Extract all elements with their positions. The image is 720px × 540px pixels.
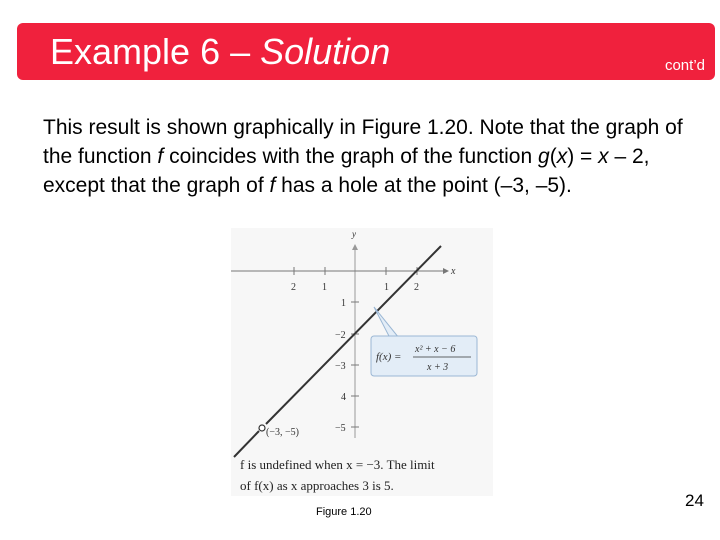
y-tick-label: 1 [341,298,346,309]
x-tick-label: 1 [322,282,327,293]
figure-graph [231,228,493,496]
y-axis-label: y [352,229,356,239]
graph-svg [231,228,493,496]
text-part: ( [549,145,557,168]
page-number: 24 [685,491,704,510]
continued-label: cont’d [664,57,705,74]
note-line-1: f is undefined when x = −3. The limit [240,457,435,472]
title-main: Example 6 – [50,31,261,72]
slide-title [50,31,390,73]
x-tick-label: 2 [414,282,419,293]
hole-label: (−3, −5) [266,427,299,438]
text-part: This result is shown graphically in Figure 1.20. Note that the graph of the function [43,116,683,168]
formula-numerator: x² + x − 6 [415,344,456,355]
text-part: – 2, except that the graph of [43,145,650,197]
formula-lhs: f(x) = [376,351,402,363]
text-part: f [269,174,276,197]
x-tick-label: 2 [291,282,296,293]
title-italic: Solution [260,31,391,72]
figure-caption: Figure 1.20 [316,506,372,518]
y-tick-label: 4 [341,392,346,403]
hole-point [259,425,265,431]
text-part: x [598,145,609,168]
text-part: has a hole at the point (–3, –5). [275,174,572,197]
y-tick-label: −3 [335,361,346,372]
y-tick-label: −5 [335,423,346,434]
text-part: coincides with the graph of the function [163,145,538,168]
x-tick-label: 1 [384,282,389,293]
title-bar [17,23,715,80]
formula-denominator: x + 3 [427,362,449,373]
text-part: g [538,145,550,168]
x-axis-label: x [451,266,456,277]
body-paragraph [43,113,693,200]
text-part: f [157,145,164,168]
note-line-2: of f(x) as x approaches 3 is 5. [240,478,394,493]
text-part: ) = [567,145,599,168]
text-part: x [556,145,568,168]
y-tick-label: −2 [335,330,346,341]
